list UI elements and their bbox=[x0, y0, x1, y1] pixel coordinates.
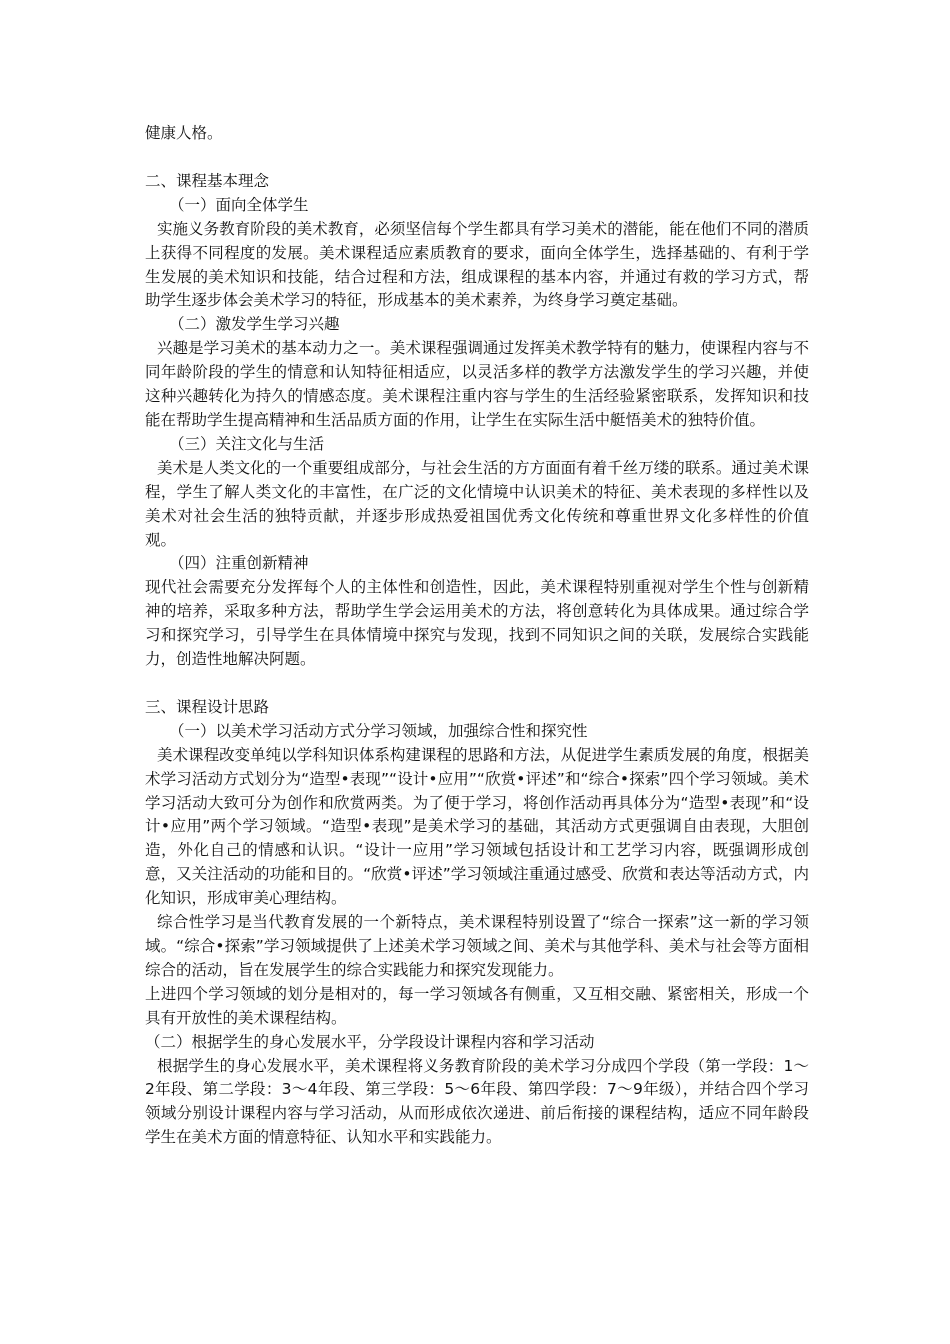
section3-item1-title: （一）以美术学习活动方式分学习领域，加强综合性和探究性 bbox=[169, 721, 588, 740]
section2-item2-paragraph: 兴趣是学习美术的基本动力之一。美术课程强调通过发挥美术教学特有的魅力，使课程内容与不同年龄阶段的学生的情意和认知特征相适应，以灵活多样的教学方法激发学生的学习兴趣，并使这种兴趣转化为持久的情感态度。美术课程注重内容与学生的生活经验紧密联系，发挥知识和技能在帮助学生提高精神和生活品质方面的作用，让学生在实际生活中艇悟美术的独特价值。 bbox=[145, 339, 809, 429]
section3-item2-paragraph1: 根据学生的身心发展水平，美术课程将义务教育阶段的美术学习分成四个学段（第一学段：1～2年段、第二学段：3～4年段、第三学段：5～6年段、第四学段：7～9年级），并结合四个学习领域分别设计课程内容与学习活动，从而形成依次递进、前后衔接的课程结构，适应不同年龄段学生在美术方面的情意特征、认知水平和实践能力。 bbox=[145, 1056, 809, 1147]
section2-item4-paragraph: 现代社会需要充分发挥每个人的主体性和创造性，因此，美术课程特别重视对学生个性与创新精神的培养，采取多种方法，帮助学生学会运用美术的方法，将创意转化为具体成果。通过综合学习和探究学习，引导学生在具体情境中探究与发现，找到不同知识之间的关联，发展综合实践能力，创造性地解决阿题。 bbox=[145, 578, 809, 669]
blank-line bbox=[145, 672, 809, 696]
section2-item1-paragraph: 实施义务教育阶段的美术教育，必须坚信每个学生都具有学习美术的潜能，能在他们不同的潜质上获得不同程度的发展。美术课程适应素质教育的要求，面向全体学生，选择基础的、有利于学生发展的美术知识和技能，结合过程和方法，组成课程的基本内容，并通过有救的学习方式，帮助学生逐步体会美术学习的特征，形成基本的美术素养，为终身学习奠定基础。 bbox=[145, 219, 809, 310]
section3-heading: 三、课程设计思路 bbox=[145, 697, 270, 716]
section2-item4-title: （四）注重创新精神 bbox=[169, 554, 309, 573]
section3-item1-paragraph3: 上进四个学习领域的划分是相对的，每一学习领域各有侧重，又互相交融、紧密相关，形成一个具有开放性的美术课程结构。 bbox=[145, 984, 809, 1027]
section2-item2-title: （二）激发学生学习兴趣 bbox=[169, 315, 340, 334]
section2-item1-title: （一）面向全体学生 bbox=[169, 195, 309, 214]
section2-heading: 二、课程基本理念 bbox=[145, 171, 270, 190]
section2-item3-title: （三）关注文化与生活 bbox=[169, 434, 325, 453]
intro-tail-text: 健康人格。 bbox=[145, 124, 223, 142]
document-body bbox=[145, 122, 809, 1150]
blank-line bbox=[145, 146, 809, 170]
section3-item1-paragraph2: 综合性学习是当代教育发展的一个新特点，美术课程特别设置了“综合一探索”这一新的学习领域。“综合•探索”学习领域提供了上述美术学习领域之间、美术与其他学科、美术与社会等方面相综合的活动，旨在发展学生的综合实践能力和探究发现能力。 bbox=[145, 913, 809, 979]
section2-item3-paragraph: 美术是人类文化的一个重要组成部分，与社会生活的方方面面有着千丝万缕的联系。通过美术课程，学生了解人类文化的丰富性，在广泛的文化情境中认识美术的特征、美术表现的多样性以及美术对社会生活的独特贡献，并逐步形成热爱祖国优秀文化传统和尊重世界文化多样性的价值观。 bbox=[145, 458, 809, 549]
section3-item2-title: （二）根据学生的身心发展水平，分学段设计课程内容和学习活动 bbox=[145, 1032, 595, 1051]
section3-item1-paragraph1: 美术课程改变单纯以学科知识体系构建课程的思路和方法，从促进学生素质发展的角度，根据美术学习活动方式划分为“造型•表现”“设计•应用”“欣赏•评述”和“综合•探索”四个学习领域。美术学习活动大致可分为创作和欣赏两类。为了便于学习，将创作活动再具体分为“造型•表现”和“设计•应用”两个学习领域。“造型•表现”是美术学习的基础，其活动方式更强调自由表现，大胆创造，外化自己的情感和认识。“设计一应用”学习领域包括设计和工艺学习内容，既强调形成创意，又关注活动的功能和目的。“欣赏•评述”学习领域注重通过感受、欣赏和表达等活动方式，内化知识，形成审美心理结构。 bbox=[145, 745, 809, 908]
